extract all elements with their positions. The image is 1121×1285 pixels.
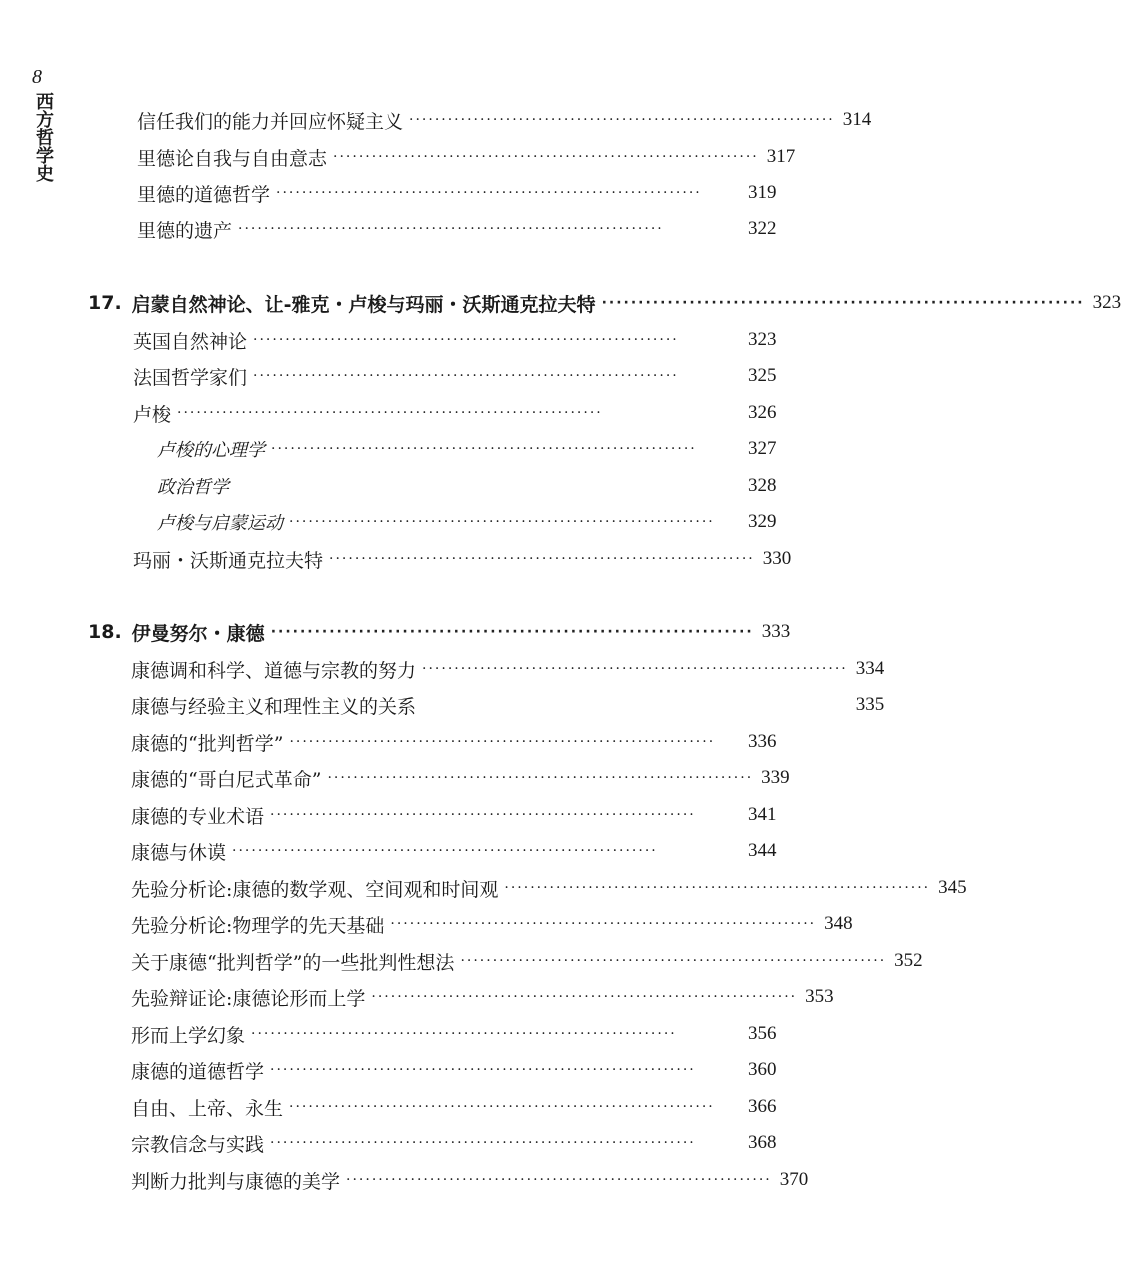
leader-dots: ·································································· bbox=[460, 953, 887, 969]
chapter-title: 伊曼努尔・康德 bbox=[131, 622, 265, 645]
toc-entry-page: 325 bbox=[748, 365, 777, 386]
leader-dots: ·································································· bbox=[333, 149, 759, 165]
toc-entry-page: 328 bbox=[748, 475, 777, 496]
toc-entry-page: 314 bbox=[842, 109, 872, 130]
toc-entry-title: 卢梭的心理学 bbox=[157, 440, 265, 461]
toc-entry[interactable] bbox=[0, 761, 790, 795]
toc-entry[interactable] bbox=[0, 323, 790, 357]
leader-dots: ·································································· bbox=[289, 514, 715, 530]
toc-entry-page: 368 bbox=[748, 1132, 777, 1153]
leader-dots: ·································································· bbox=[270, 1062, 696, 1078]
leader-dots: ·································································· bbox=[601, 295, 1085, 311]
toc-subentry[interactable] bbox=[0, 432, 790, 466]
toc-entry-page: 353 bbox=[805, 986, 834, 1007]
chapter-heading[interactable] bbox=[0, 286, 1121, 320]
leader-dots: ·································································· bbox=[276, 185, 702, 201]
toc-entry-title: 康德与经验主义和理性主义的关系 bbox=[131, 695, 417, 718]
toc-subentry[interactable] bbox=[0, 505, 790, 539]
toc-entry[interactable] bbox=[0, 907, 853, 941]
toc-entry[interactable] bbox=[0, 140, 796, 174]
toc-entry-page: 335 bbox=[855, 694, 885, 715]
page-number: 8 bbox=[32, 66, 42, 88]
toc-entry-page: 356 bbox=[748, 1023, 777, 1044]
toc-entry[interactable] bbox=[0, 1090, 790, 1124]
toc-entry-page: 360 bbox=[748, 1059, 777, 1080]
toc-entry[interactable] bbox=[0, 359, 790, 393]
toc-entry[interactable] bbox=[0, 1163, 809, 1197]
toc-entry[interactable] bbox=[0, 176, 790, 210]
toc-entry-title: 形而上学幻象 bbox=[131, 1024, 246, 1047]
toc-entry-page: 339 bbox=[761, 767, 790, 788]
toc-entry-title: 里德论自我与自由意志 bbox=[137, 147, 328, 170]
toc-entry[interactable] bbox=[0, 980, 834, 1014]
toc-entry-page: 352 bbox=[894, 950, 923, 971]
toc-entry-title: 判断力批判与康德的美学 bbox=[131, 1170, 341, 1193]
toc-entry-title: 康德的道德哲学 bbox=[131, 1060, 265, 1083]
leader-dots: ·································································· bbox=[270, 624, 754, 640]
toc-entry-page: 336 bbox=[748, 731, 777, 752]
chapter-page: 323 bbox=[1092, 292, 1121, 313]
toc-entry-title: 先验辩证论:康德论形而上学 bbox=[131, 987, 366, 1010]
leader-dots: ·································································· bbox=[422, 661, 848, 677]
leader-dots: ·································································· bbox=[270, 807, 696, 823]
toc-entry-title: 里德的道德哲学 bbox=[137, 183, 271, 206]
toc-entry[interactable] bbox=[0, 212, 790, 246]
toc-entry-page: 370 bbox=[779, 1169, 809, 1190]
toc-entry-title: 关于康德“批判哲学”的一些批判性想法 bbox=[131, 951, 455, 974]
toc-entry[interactable] bbox=[0, 688, 885, 722]
chapter-number: 17. bbox=[88, 292, 122, 314]
chapter-number: 18. bbox=[88, 621, 122, 643]
toc-entry-page: 344 bbox=[748, 840, 777, 861]
toc-entry-title: 康德与休谟 bbox=[131, 841, 227, 864]
toc-entry[interactable] bbox=[0, 1126, 790, 1160]
toc-entry-page: 345 bbox=[938, 877, 967, 898]
toc-entry[interactable] bbox=[0, 103, 872, 137]
toc-entry-page: 322 bbox=[748, 218, 777, 239]
toc-entry-page: 334 bbox=[855, 658, 885, 679]
toc-entry-page: 323 bbox=[748, 329, 777, 350]
toc-entry[interactable] bbox=[0, 542, 790, 576]
toc-entry-page: 330 bbox=[762, 548, 792, 569]
leader-dots: ·································································· bbox=[253, 368, 679, 384]
toc-subentry[interactable] bbox=[0, 469, 790, 503]
leader-dots: ·································································· bbox=[346, 1172, 772, 1188]
toc-entry-page: 317 bbox=[766, 146, 796, 167]
toc-entry-title: 先验分析论:物理学的先天基础 bbox=[131, 914, 385, 937]
toc-entry-title: 法国哲学家们 bbox=[133, 366, 248, 389]
toc-entry-page: 327 bbox=[748, 438, 777, 459]
toc-entry-title: 康德的“哥白尼式革命” bbox=[131, 768, 322, 791]
toc-entry-title: 卢梭 bbox=[133, 403, 172, 426]
toc-entry[interactable] bbox=[0, 798, 790, 832]
chapter-heading[interactable] bbox=[0, 615, 790, 649]
leader-dots: ·································································· bbox=[270, 1135, 696, 1151]
toc-entry[interactable] bbox=[0, 652, 885, 686]
toc-entry-page: 329 bbox=[748, 511, 777, 532]
toc-entry[interactable] bbox=[0, 871, 967, 905]
toc-entry-title: 卢梭与启蒙运动 bbox=[157, 513, 283, 534]
toc-entry-title: 英国自然神论 bbox=[133, 330, 248, 353]
leader-dots: ·································································· bbox=[390, 916, 817, 932]
leader-dots: ·································································· bbox=[177, 405, 603, 421]
toc-entry[interactable] bbox=[0, 725, 790, 759]
leader-dots: ·································································· bbox=[232, 843, 658, 859]
toc-entry[interactable] bbox=[0, 1053, 790, 1087]
toc-entry[interactable] bbox=[0, 396, 790, 430]
toc-entry-title: 先验分析论:康德的数学观、空间观和时间观 bbox=[131, 878, 499, 901]
toc-entry-title: 自由、上帝、永生 bbox=[131, 1097, 284, 1120]
leader-dots: ·································································· bbox=[289, 734, 716, 750]
toc-entry[interactable] bbox=[0, 1017, 790, 1051]
leader-dots: ·································································· bbox=[504, 880, 931, 896]
toc-entry-title: 政治哲学 bbox=[157, 477, 229, 498]
leader-dots: ·································································· bbox=[251, 1026, 677, 1042]
running-head: 西方哲学史 bbox=[33, 92, 54, 182]
toc-entry-title: 信任我们的能力并回应怀疑主义 bbox=[137, 110, 404, 133]
chapter-page: 333 bbox=[761, 621, 791, 642]
toc-entry-page: 326 bbox=[748, 402, 777, 423]
toc-entry-page: 341 bbox=[748, 804, 777, 825]
toc-entry-title: 康德调和科学、道德与宗教的努力 bbox=[131, 659, 417, 682]
toc-entry-title: 康德的专业术语 bbox=[131, 805, 265, 828]
toc-entry[interactable] bbox=[0, 944, 923, 978]
toc-entry-title: 玛丽・沃斯通克拉夫特 bbox=[133, 549, 324, 572]
leader-dots: ·································································· bbox=[289, 1099, 715, 1115]
leader-dots: ·································································· bbox=[329, 551, 755, 567]
toc-entry[interactable] bbox=[0, 834, 790, 868]
leader-dots: ·································································· bbox=[238, 221, 664, 237]
toc-entry-title: 里德的遗产 bbox=[137, 219, 233, 242]
leader-dots: ·································································· bbox=[253, 332, 679, 348]
chapter-title: 启蒙自然神论、让-雅克・卢梭与玛丽・沃斯通克拉夫特 bbox=[131, 293, 596, 316]
leader-dots: ·································································· bbox=[371, 989, 798, 1005]
toc-entry-page: 366 bbox=[748, 1096, 777, 1117]
leader-dots: ·································································· bbox=[409, 112, 835, 128]
toc-entry-title: 宗教信念与实践 bbox=[131, 1133, 265, 1156]
toc-entry-title: 康德的“批判哲学” bbox=[131, 732, 284, 755]
leader-dots: ·································································· bbox=[271, 441, 697, 457]
leader-dots: ·································································· bbox=[327, 770, 754, 786]
toc-entry-page: 319 bbox=[748, 182, 777, 203]
toc-entry-page: 348 bbox=[824, 913, 853, 934]
